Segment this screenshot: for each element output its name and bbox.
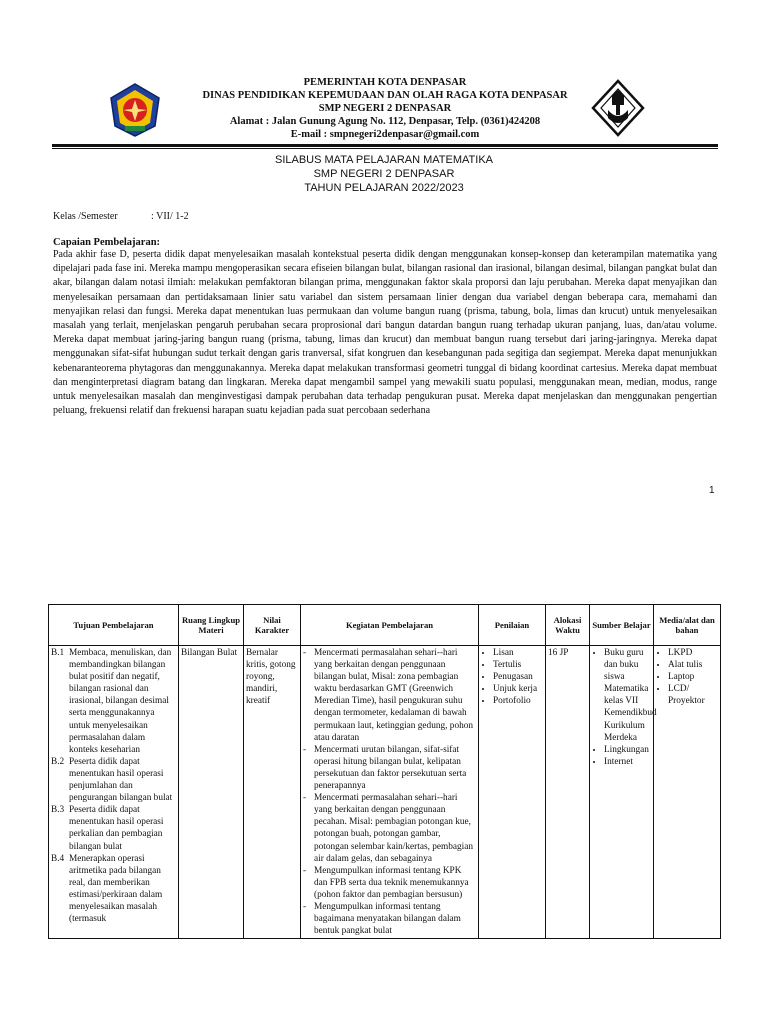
letterhead-rule-thin: [52, 148, 718, 149]
penilaian-list: [481, 647, 543, 707]
letterhead-government: PEMERINTAH KOTA DENPASAR: [303, 77, 467, 88]
list-item: - Mencermati permasalahan sehari--hari yang berkaitan dengan penggunaan bilangan bulat, Misal: zona pembagian waktu berdasarkan GMT (Greenwich Meredian Time), hasil pengukuran suhu dengan termometer, kedalaman di bawah permukaan laut, ketinggian gedung, pohon atau daratan: [303, 647, 476, 744]
tujuan-item: [51, 756, 176, 804]
list-item: • Alat tulis: [668, 659, 718, 671]
kelas-semester: [53, 211, 189, 222]
school-emblem-icon: [590, 78, 646, 138]
silabus-table: [48, 604, 721, 939]
tujuan-text: Menerapkan operasi aritmetika pada bilangan real, dan memberikan estimasi/perkiraan dalam menyelesaikan masalah (termasuk: [69, 853, 163, 925]
cell-kegiatan: [301, 646, 479, 939]
letterhead-address: Alamat : Jalan Gunung Agung No. 112, Denpasar, Telp. (0361)424208: [229, 116, 541, 127]
header-tujuan: Tujuan Pembelajaran: [49, 605, 179, 646]
denpasar-city-emblem-icon: [107, 82, 163, 138]
header-nilai-karakter: Nilai Karakter: [244, 605, 301, 646]
cell-penilaian: [479, 646, 546, 939]
tujuan-text: Membaca, menuliskan, dan membandingkan bilangan bulat positif dan negatif, bilangan rasional dan irasional, bilangan desimal serta menggunakannya untuk menyelesaikan permasalahan dalam konteks keseharian: [69, 648, 172, 755]
document-year: TAHUN PELAJARAN 2022/2023: [304, 182, 464, 194]
letterhead-department: DINAS PENDIDIKAN KEPEMUDAAN DAN OLAH RAGA KOTA DENPASAR: [202, 90, 568, 101]
header-ruang-lingkup: Ruang Lingkup Materi: [179, 605, 244, 646]
media-list: [656, 647, 718, 707]
page-number: 1: [709, 485, 715, 496]
header-sumber: Sumber Belajar: [590, 605, 654, 646]
tujuan-text: Peserta didik dapat menentukan hasil operasi perkalian dan pembagian bilangan bulat: [69, 805, 164, 852]
list-item: • Unjuk kerja: [493, 683, 543, 695]
list-item: • Tertulis: [493, 659, 543, 671]
list-item: • Penugasan: [493, 671, 543, 683]
document-title: SILABUS MATA PELAJARAN MATEMATIKA: [274, 154, 493, 166]
capaian-heading: Capaian Pembelajaran:: [53, 237, 161, 248]
tujuan-text: Peserta didik dapat menentukan hasil operasi penjumlahan dan pengurangan bilangan bulat: [69, 756, 173, 804]
letterhead-rule-thick: [52, 144, 718, 147]
list-item: • Laptop: [668, 671, 718, 683]
header-media: Media/alat dan bahan: [654, 605, 721, 646]
header-alokasi: Alokasi Waktu: [546, 605, 590, 646]
cell-tujuan: [49, 646, 179, 939]
list-item: - Mengumpulkan informasi tentang KPK dan FPB serta dua teknik menemukannya (pohon faktor dan pembagian bersusun): [303, 865, 476, 901]
header-kegiatan: Kegiatan Pembelajaran: [301, 605, 479, 646]
cell-media: [654, 646, 721, 939]
list-item: • LCD/ Proyektor: [668, 683, 718, 707]
list-item: • Internet: [604, 756, 651, 768]
tujuan-item: [51, 804, 176, 852]
list-item: - Mencermati permasalahan sehari--hari yang berkaitan dengan penggunaan pecahan. Misal: pembagian potongan kue, potongan buah, potongan gambar, potongan selembar kain/kertas, pembagian air dalam gelas, dan sebagainya: [303, 792, 476, 865]
letterhead-text: [190, 76, 580, 141]
list-item: • Lisan: [493, 647, 543, 659]
tujuan-item: [51, 647, 176, 756]
kegiatan-list: [303, 647, 476, 937]
list-item: • LKPD: [668, 647, 718, 659]
list-item: - Mengumpulkan informasi tentang bagaimana menyatakan bilangan dalam bentuk pangkat bulat: [303, 901, 476, 937]
cell-nilai-karakter: Bernalar kritis, gotong royong, mandiri, kreatif: [244, 646, 301, 939]
sumber-list: [592, 647, 657, 768]
list-item: • Portofolio: [493, 695, 543, 707]
cell-ruang-lingkup: Bilangan Bulat: [179, 646, 244, 939]
cell-alokasi: 16 JP: [546, 646, 590, 939]
tujuan-item: [51, 853, 176, 926]
header-penilaian: Penilaian: [479, 605, 546, 646]
table-row: [49, 646, 721, 939]
tujuan-code: B.4: [51, 853, 65, 864]
letterhead-email: E-mail : smpnegeri2denpasar@gmail.com: [290, 129, 480, 140]
kelas-value: : VII/ 1-2: [151, 211, 189, 222]
capaian-body: Pada akhir fase D, peserta didik dapat menyelesaikan masalah kontekstual peserta didik dengan menggunakan konsep-konsep dan keterampilan matematika yang dipelajari pada fase ini. Mereka mampu mengoperasikan secara efiseien bilangan bulat, bilangan rasional dan irasional, bilangan desimal, bilangan pangkat bulat dan akar, bilangan dalam notasi ilmiah: melakukan pemfaktoran bilangan prima, menggunakan faktor skala proporsi dan laju perubahan. Mereka dapat menyajikan dan menyelesaikan persamaan dan pertidaksamaan linier satu variabel dan sistem persamaan linier dengan dua variabel dengan beberapa cara, memahami dan menyajikan relasi dan fungsi. Mereka dapat menentukan luas permukaan dan volume bangun ruang (prisma, tabung, bola, limas dan krucut) untuk menyelesaikan masalah yang terlait, menjelaskan pengaruh perubahan secara proprosional dari bangun datardan bangun ruang terhadap ukuran panjang, luas, dan/atau volume. Mereka dapat membuat jaring-jaring bangun ruang (prisma, tabung, limas dan krucut) dan membuat bangun ruang tersebut dari jaring-jaringnya. Mereka dapat menggunakan sifat-sifat hubungan sudut terkait dengan garis tranversal, sifat kongruen dan kesebangunan pada segitiga dan segiempat. Mereka dapat menunjukkan kebenaranteorema phytagoras dan menggunakannya. Mereka dapat melakukan transformasi geometri tunggal di bidang koordinat cartesius. Mereka dapat membuat dan menginterpretasi diagram batang dan lingkaran. Mereka dapat mengambil sampel yang mewakili suatu populasi, menggunakan mean, median, modus, range untuk menyelesaikan masalah dan menginvestigasi dampak perubahan data terhadap pengukuran pusat. Mereka dapat menjelaskan dan menggunakan pengertian peluang, frekuensi relatif dan frekuensi harapan suatu kejadian pada suat percobaan sederhana: [53, 249, 717, 417]
kelas-label: Kelas /Semester: [53, 211, 118, 222]
letterhead-school: SMP NEGERI 2 DENPASAR: [318, 103, 452, 114]
list-item: • Lingkungan: [604, 744, 651, 756]
cell-sumber: [590, 646, 657, 939]
letterhead: [0, 70, 768, 142]
list-item: • Buku guru dan buku siswa Matematika kelas VII Kemendikbud Kurikulum Merdeka: [604, 647, 651, 744]
tujuan-code: B.1: [51, 648, 65, 658]
table-header-row: [49, 605, 721, 646]
list-item: - Mencermati urutan bilangan, sifat-sifat operasi hitung bilangan bulat, kelipatan persekutuan dan faktor persekutuan serta penerapannya: [303, 744, 476, 792]
tujuan-code: B.2: [51, 756, 65, 767]
document-school: SMP NEGERI 2 DENPASAR: [313, 168, 455, 180]
tujuan-code: B.3: [51, 805, 65, 816]
